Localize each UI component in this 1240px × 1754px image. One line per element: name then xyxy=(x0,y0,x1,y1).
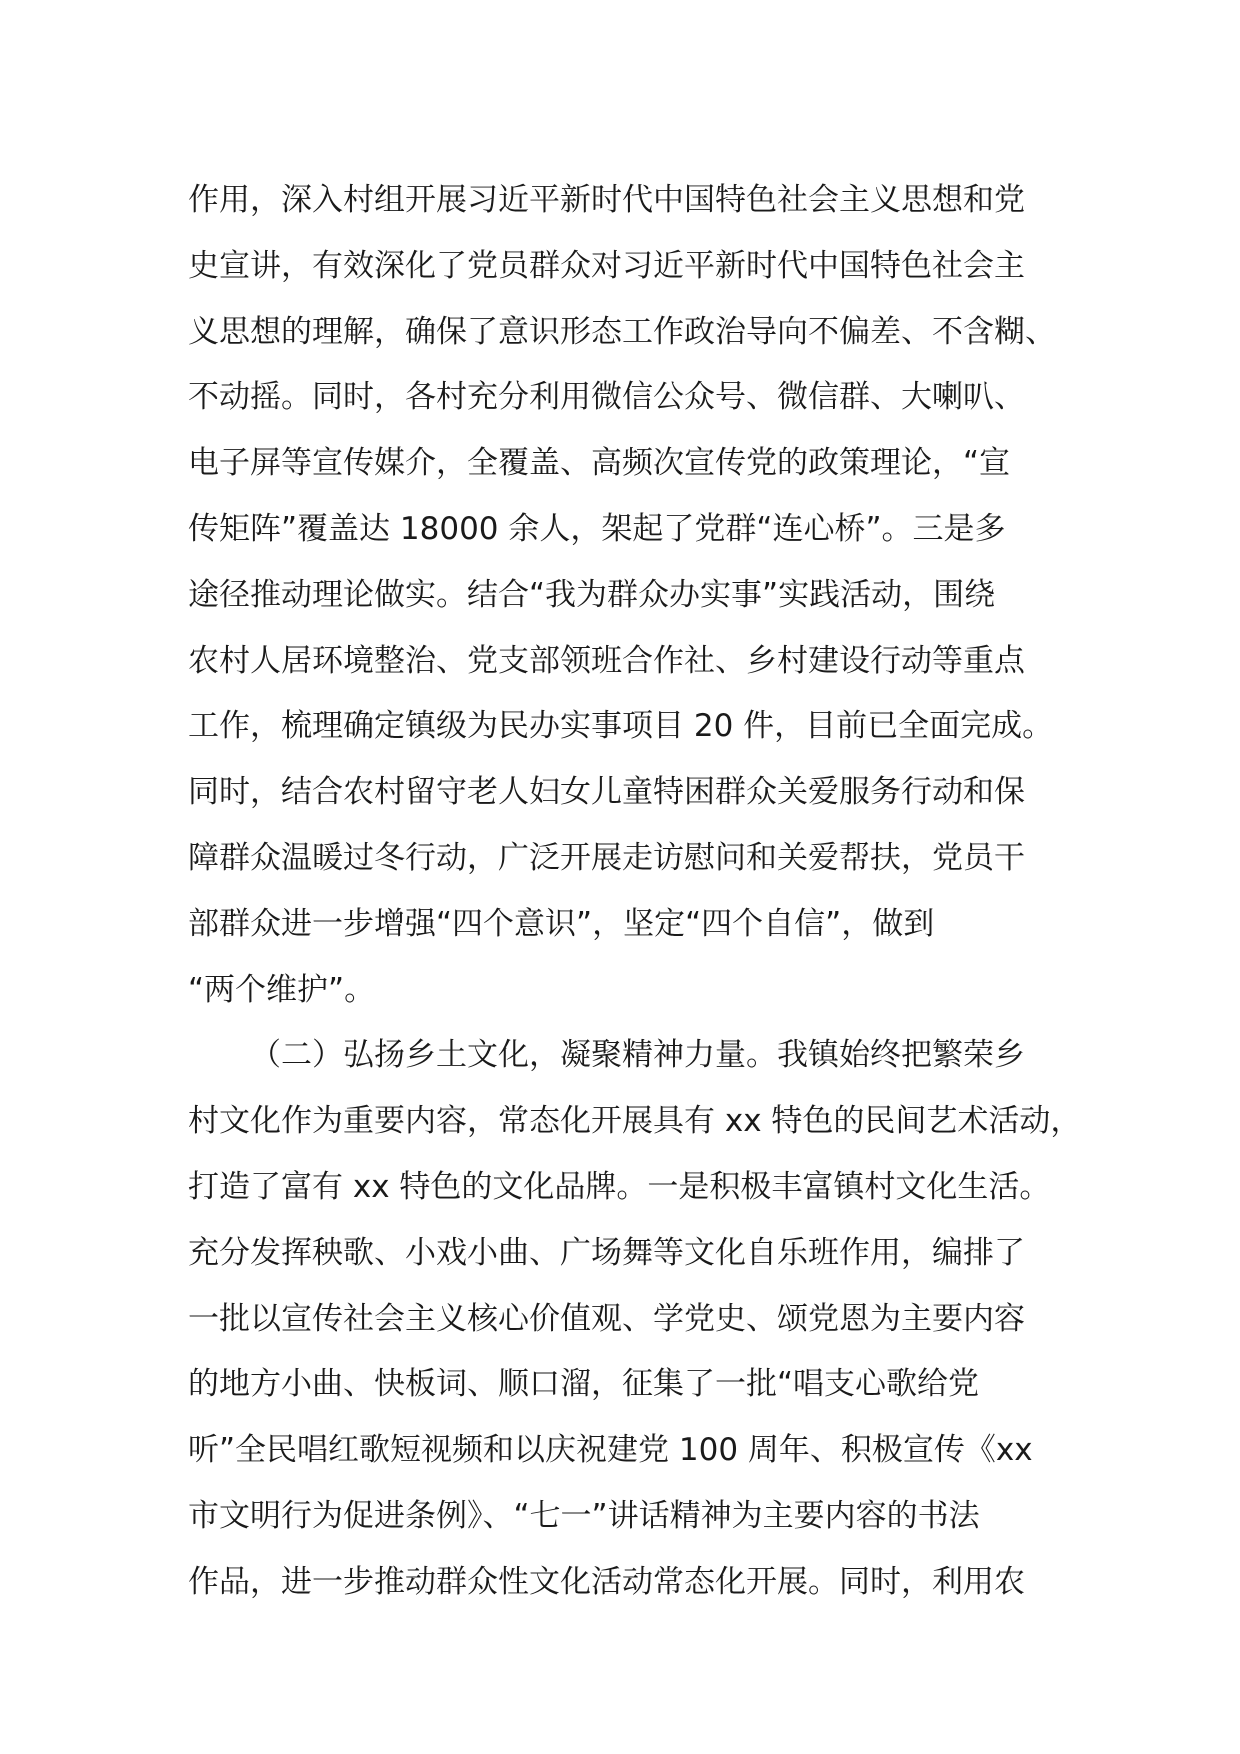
text-line: 作品，进一步推动群众性文化活动常态化开展。同时，利用农 xyxy=(188,1563,1025,1600)
text-line: 史宣讲，有效深化了党员群众对习近平新时代中国特色社会主 xyxy=(188,247,1025,284)
text-line: 听”全民唱红歌短视频和以庆祝建党 100 周年、积极宣传《xx xyxy=(188,1432,1033,1469)
text-line: 电子屏等宣传媒介，全覆盖、高频次宣传党的政策理论，“宣 xyxy=(188,445,1011,482)
text-line: 部群众进一步增强“四个意识”，坚定“四个自信”，做到 xyxy=(188,905,935,942)
text-line: 同时，结合农村留守老人妇女儿童特困群众关爱服务行动和保 xyxy=(188,774,1025,811)
text-line: 村文化作为重要内容，常态化开展具有 xx 特色的民间艺术活动， xyxy=(188,1103,1082,1140)
text-line: 途径推动理论做实。结合“我为群众办实事”实践活动，围绕 xyxy=(188,576,996,613)
text-line: 工作，梳理确定镇级为民办实事项目 20 件，目前已全面完成。 xyxy=(188,708,1054,745)
text-line: 一批以宣传社会主义核心价值观、学党史、颂党恩为主要内容 xyxy=(188,1300,1025,1337)
text-line: 作用，深入村组开展习近平新时代中国特色社会主义思想和党 xyxy=(188,182,1025,218)
text-line: 不动摇。同时，各村充分利用微信公众号、微信群、大喇叭、 xyxy=(188,379,1025,416)
text-line: 障群众温暖过冬行动，广泛开展走访慰问和关爱帮扶，党员干 xyxy=(188,839,1025,876)
text-line: 充分发挥秧歌、小戏小曲、广场舞等文化自乐班作用，编排了 xyxy=(188,1234,1025,1271)
text-line: “两个维护”。 xyxy=(188,971,376,1008)
text-line: 打造了富有 xx 特色的文化品牌。一是积极丰富镇村文化生活。 xyxy=(188,1168,1051,1205)
text-line: 市文明行为促进条例》、“七一”讲话精神为主要内容的书法 xyxy=(188,1497,980,1534)
section-heading-line: （二）弘扬乡土文化，凝聚精神力量。我镇始终把繁荣乡 xyxy=(250,1037,1025,1074)
body-text xyxy=(188,168,1088,1616)
text-line: 传矩阵”覆盖达 18000 余人，架起了党群“连心桥”。三是多 xyxy=(188,510,1006,547)
text-line: 义思想的理解，确保了意识形态工作政治导向不偏差、不含糊、 xyxy=(188,313,1056,350)
text-line: 农村人居环境整治、党支部领班合作社、乡村建设行动等重点 xyxy=(188,642,1025,679)
text-line: 的地方小曲、快板词、顺口溜，征集了一批“唱支心歌给党 xyxy=(188,1366,980,1403)
